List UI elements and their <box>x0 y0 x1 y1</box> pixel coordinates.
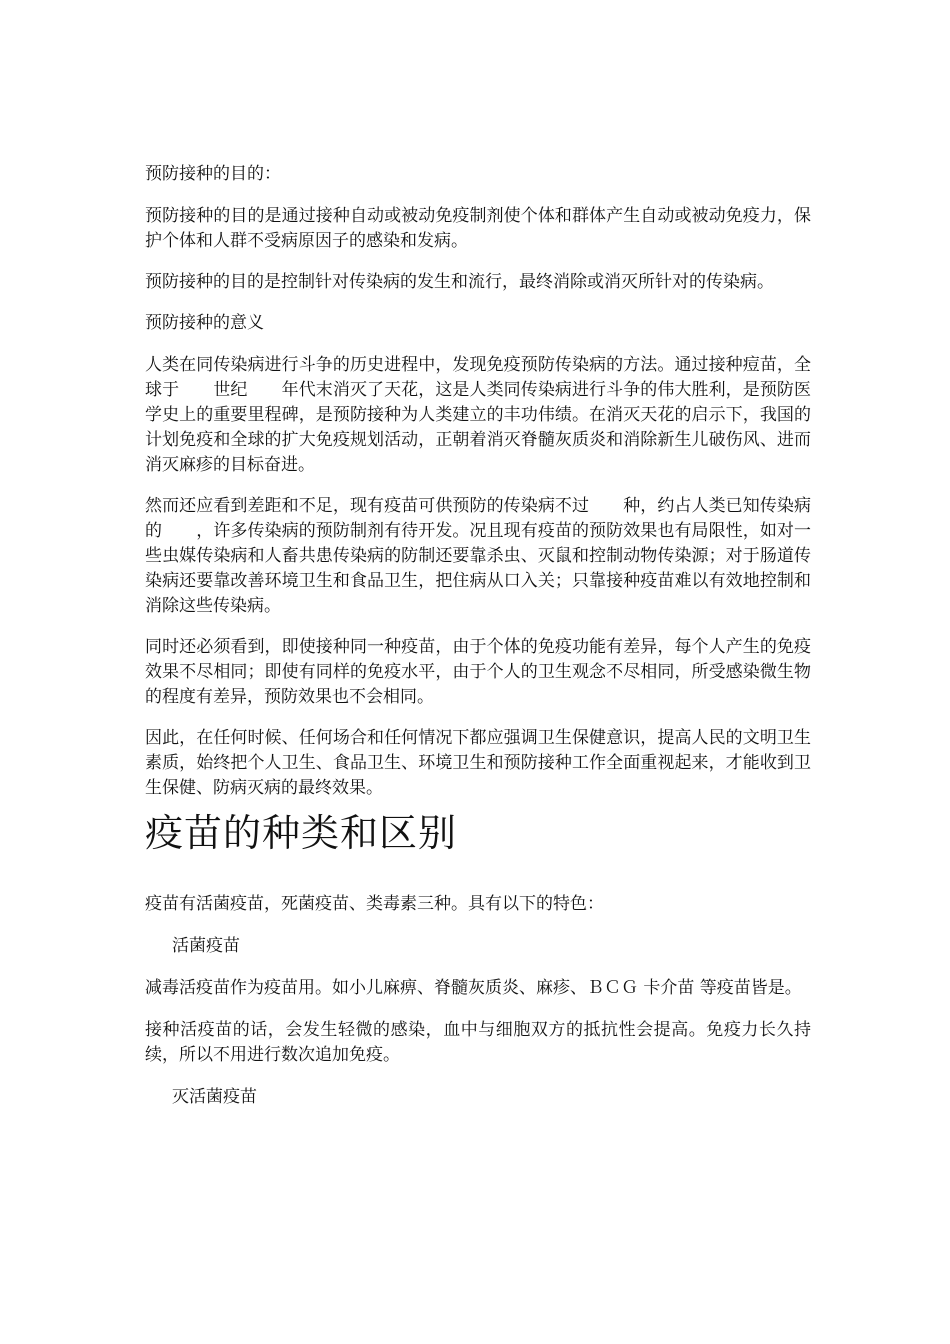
section-label-purpose: 预防接种的目的： <box>145 164 281 184</box>
paragraph-live-vaccine-2: 接种活疫苗的话，会发生轻微的感染，血中与细胞双方的抵抗性会提高。免疫力长久持续，所以不用进行数次追加免疫。 <box>145 1020 811 1065</box>
subheading-live-vaccine: 活菌疫苗 <box>172 936 240 956</box>
section-heading-vaccine-types: 疫苗的种类和区别 <box>145 811 458 855</box>
paragraph-purpose-1: 预防接种的目的是通过接种自动或被动免疫制剂使个体和群体产生自动或被动免疫力，保护个体和人群不受病原因子的感染和发病。 <box>145 206 811 251</box>
paragraph-vaccine-intro: 疫苗有活菌疫苗，死菌疫苗、类毒素三种。具有以下的特色： <box>145 894 604 914</box>
paragraph-significance-1: 人类在同传染病进行斗争的历史进程中，发现免疫预防传染病的方法。通过接种痘苗，全球于 世纪 年代末消灭了天花，这是人类同传染病进行斗争的伟大胜利，是预防医学史上的重要里程碑，是预防接种为人类建立的丰功伟绩。在消灭天花的启示下，我国的计划免疫和全球的扩大免疫规划活动，正朝着消灭脊髓灰质炎和消除新生儿破伤风、进而消灭麻疹的目标奋进。 <box>145 355 811 475</box>
paragraph-live-vaccine-1: 减毒活疫苗作为疫苗用。如小儿麻痹、脊髓灰质炎、麻疹、ＢＣＧ 卡介苗 等疫苗皆是。 <box>145 978 802 998</box>
section-label-significance: 预防接种的意义 <box>145 313 264 333</box>
document-page <box>145 162 811 1110</box>
paragraph-purpose-2: 预防接种的目的是控制针对传染病的发生和流行，最终消除或消灭所针对的传染病。 <box>145 272 774 292</box>
paragraph-significance-3: 同时还必须看到，即使接种同一种疫苗，由于个体的免疫功能有差异，每个人产生的免疫效果不尽相同；即使有同样的免疫水平，由于个人的卫生观念不尽相同，所受感染微生物的程度有差异，预防效果也不会相同。 <box>145 637 811 707</box>
paragraph-significance-2: 然而还应看到差距和不足，现有疫苗可供预防的传染病不过 种，约占人类已知传染病的 ，许多传染病的预防制剂有待开发。况且现有疫苗的预防效果也有局限性，如对一些虫媒传染病和人畜共患传染病的防制还要靠杀虫、灭鼠和控制动物传染源；对于肠道传染病还要靠改善环境卫生和食品卫生，把住病从口入关；只靠接种疫苗难以有效地控制和消除这些传染病。 <box>145 496 811 616</box>
paragraph-significance-4: 因此，在任何时候、任何场合和任何情况下都应强调卫生保健意识，提高人民的文明卫生素质，始终把个人卫生、食品卫生、环境卫生和预防接种工作全面重视起来，才能收到卫生保健、防病灭病的最终效果。 <box>145 728 811 798</box>
subheading-inactivated-vaccine: 灭活菌疫苗 <box>172 1087 257 1107</box>
